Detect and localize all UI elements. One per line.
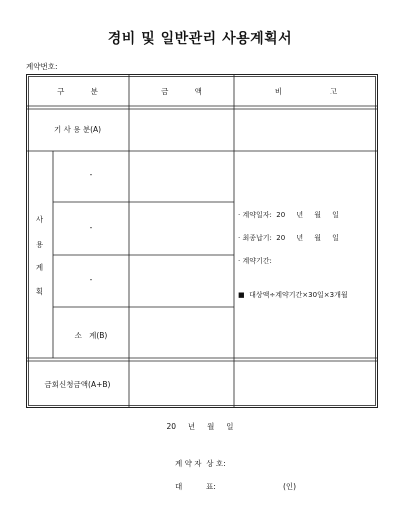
plan-item: - [89, 275, 93, 284]
subtotal-label: 소 계(B) [74, 331, 108, 340]
side-label-char: 사 [35, 215, 44, 224]
footer-date: 20 년 월 일 [166, 422, 234, 431]
usage-plan-table [26, 74, 378, 408]
side-label-char: 용 [35, 240, 44, 249]
seal-mark: (인) [283, 482, 297, 491]
side-label-char: 획 [35, 287, 44, 296]
header-amount: 금 액 [161, 87, 202, 96]
document-title: 경비 및 일반관리 사용계획서 [107, 31, 293, 47]
note-contract-date: · 계약일자: 20 년 월 일 [238, 211, 339, 219]
contractor-label: 계 약 자 상 호: [175, 459, 226, 468]
note-contract-period: · 계약기간: [238, 257, 272, 265]
note-final-delivery: · 최종납기: 20 년 월 일 [238, 234, 339, 242]
representative-label: 대 표: [175, 482, 216, 491]
side-label-char: 계 [35, 263, 44, 272]
total-request-label: 금회신청금액(A+B) [44, 380, 111, 389]
contract-number-label: 계약번호: [26, 62, 58, 71]
header-category: 구 분 [57, 87, 98, 96]
row-general-usage: 기 사 용 분(A) [53, 125, 102, 134]
header-remarks: 비 고 [274, 87, 338, 96]
plan-item: - [89, 170, 93, 179]
note-formula: ■ 대상액÷계약기간×30일×3개월 [238, 291, 348, 299]
plan-item: - [89, 223, 93, 232]
